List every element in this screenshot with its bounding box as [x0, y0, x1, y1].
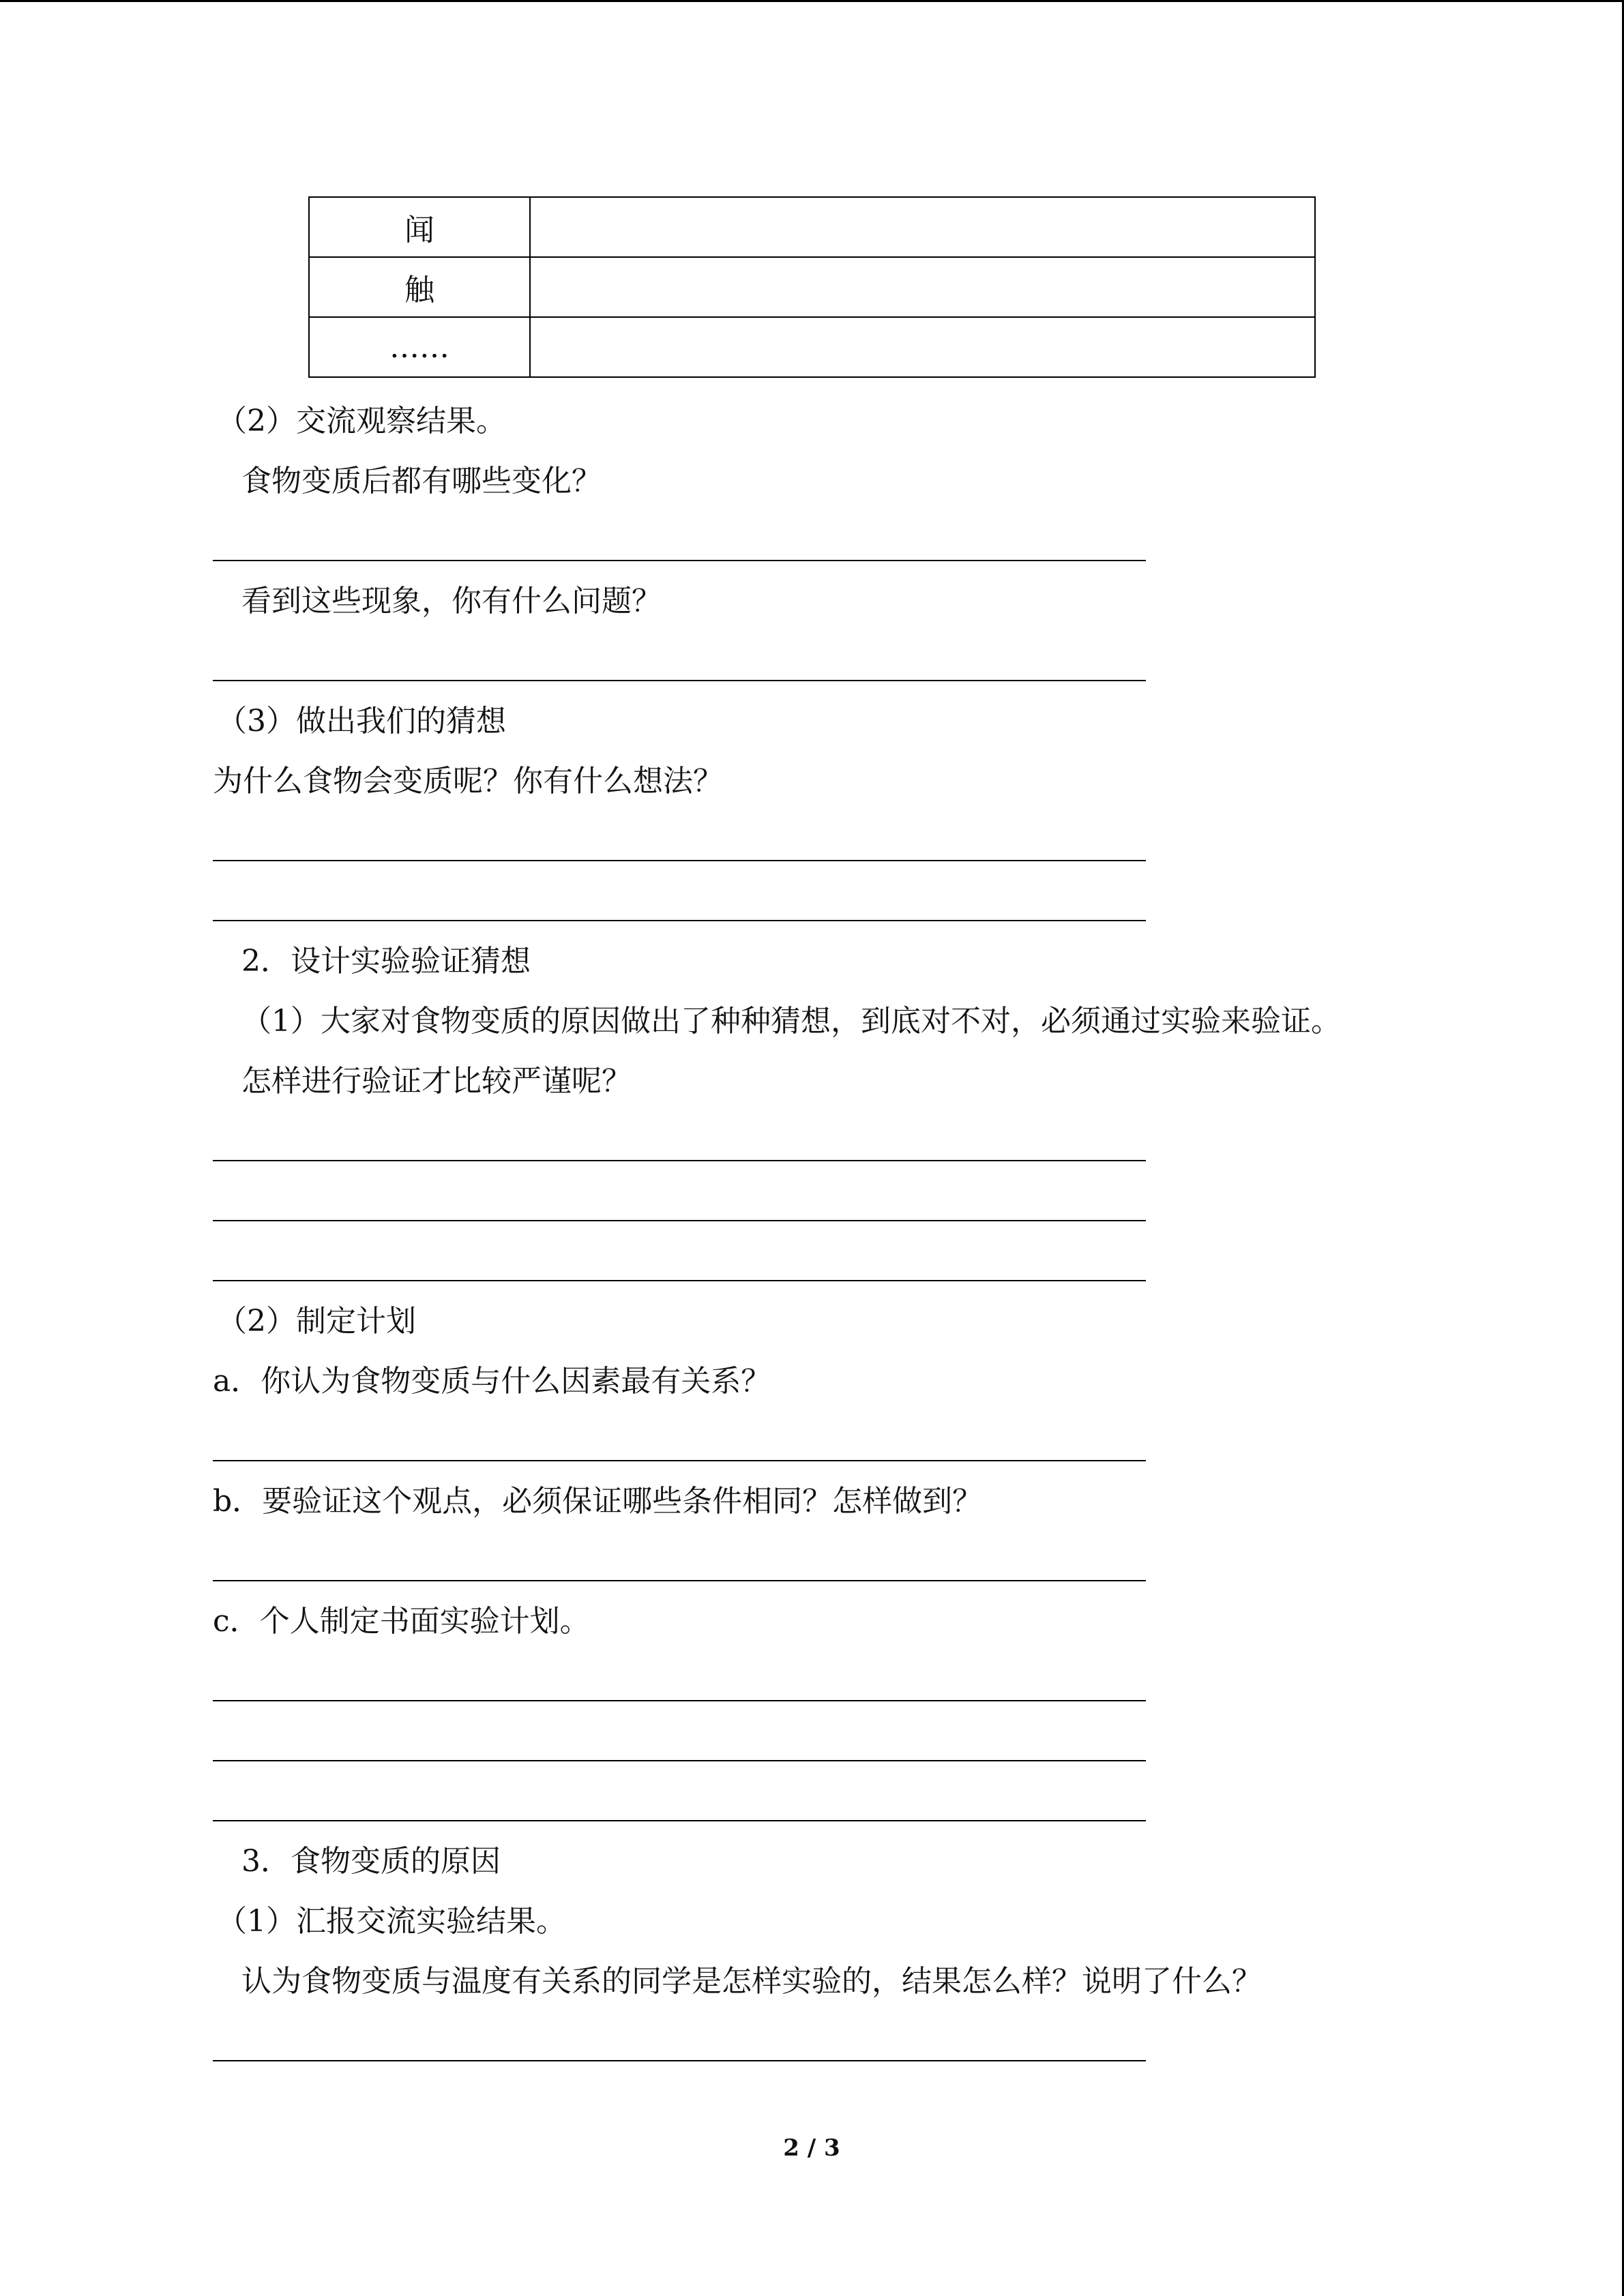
- answer-line[interactable]: [213, 1580, 1146, 1581]
- question-text: b．要验证这个观点，必须保证哪些条件相同？怎样做到？: [213, 1484, 983, 1519]
- section-heading: （3）做出我们的猜想: [217, 704, 506, 739]
- answer-line[interactable]: [213, 1820, 1146, 1821]
- answer-line[interactable]: [213, 920, 1146, 921]
- question-text: c．个人制定书面实验计划。: [213, 1604, 590, 1639]
- table-cell-answer[interactable]: [530, 317, 1315, 377]
- section-heading: （2）交流观察结果。: [217, 404, 506, 438]
- answer-line[interactable]: [213, 1280, 1146, 1281]
- answer-line[interactable]: [213, 680, 1146, 681]
- observation-table: [308, 196, 1316, 378]
- question-text: 怎样进行验证才比较严谨呢？: [241, 1064, 632, 1099]
- answer-line[interactable]: [213, 2060, 1146, 2061]
- answer-line[interactable]: [213, 1700, 1146, 1701]
- answer-line[interactable]: [213, 1220, 1146, 1221]
- page-border-top: [0, 0, 1624, 2]
- table-row: [309, 317, 1315, 377]
- question-text: 看到这些现象，你有什么问题？: [241, 584, 662, 618]
- table-cell-answer[interactable]: [530, 257, 1315, 317]
- table-cell-sense: 触: [309, 257, 530, 317]
- table-cell-sense: 闻: [309, 197, 530, 257]
- table-row: [309, 257, 1315, 317]
- table-row: [309, 197, 1315, 257]
- section-heading: 2．设计实验验证猜想: [241, 944, 531, 979]
- table-cell-sense: ……: [309, 317, 530, 377]
- table-cell-answer[interactable]: [530, 197, 1315, 257]
- question-text: 认为食物变质与温度有关系的同学是怎样实验的，结果怎么样？说明了什么？: [241, 1964, 1262, 1999]
- paragraph-text: （1）大家对食物变质的原因做出了种种猜想，到底对不对，必须通过实验来验证。: [241, 1004, 1341, 1039]
- question-text: 为什么食物会变质呢？你有什么想法？: [213, 764, 723, 799]
- question-text: a．你认为食物变质与什么因素最有关系？: [213, 1364, 771, 1399]
- section-heading: 3．食物变质的原因: [241, 1844, 501, 1879]
- answer-line[interactable]: [213, 1160, 1146, 1161]
- section-heading: （1）汇报交流实验结果。: [217, 1904, 566, 1939]
- page-number: 2 / 3: [783, 2134, 840, 2162]
- question-text: 食物变质后都有哪些变化？: [241, 464, 602, 498]
- answer-line[interactable]: [213, 1760, 1146, 1761]
- answer-line[interactable]: [213, 860, 1146, 861]
- answer-line[interactable]: [213, 560, 1146, 561]
- section-heading: （2）制定计划: [217, 1304, 416, 1339]
- answer-line[interactable]: [213, 1460, 1146, 1461]
